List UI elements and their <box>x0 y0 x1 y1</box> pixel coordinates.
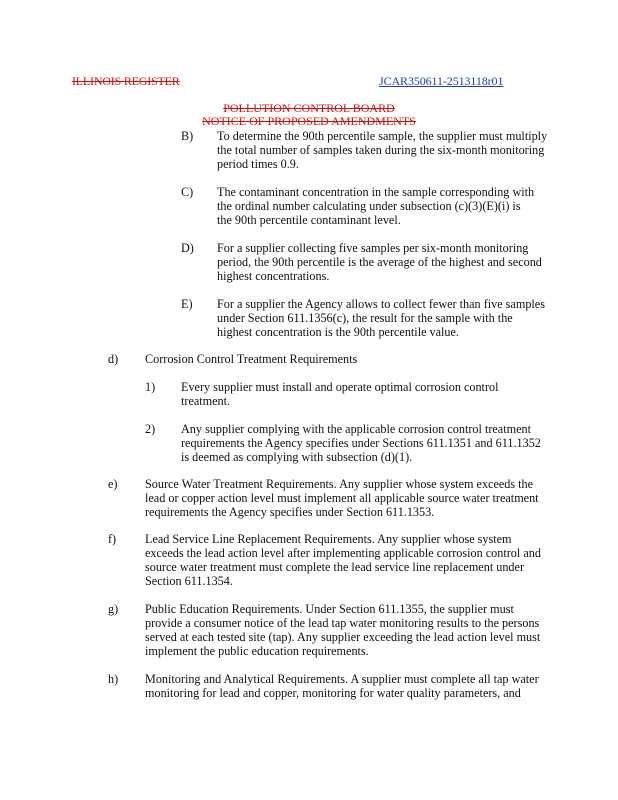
text-line: served at each tested site (tap). Any supplier exceeding the lead action level must <box>145 630 541 644</box>
item-text-B <box>217 129 547 171</box>
text-line: Public Education Requirements. Under Section 611.1355, the supplier must <box>145 602 514 616</box>
text-line: Monitoring and Analytical Requirements. A supplier must complete all tap water <box>145 672 539 686</box>
text-line: the 90th percentile contaminant level. <box>217 213 401 227</box>
item-text-d <box>145 352 357 366</box>
item-label-d: d) <box>108 352 119 366</box>
item-label-E: E) <box>181 297 193 311</box>
item-label-B: B) <box>181 129 194 143</box>
item-label-g: g) <box>108 602 119 616</box>
text-line: lead or copper action level must implement all applicable source water treatment <box>145 491 539 505</box>
jcar-code-link[interactable]: JCAR350611-2513118r01 <box>379 74 504 88</box>
board-title: POLLUTION CONTROL BOARD <box>223 101 395 115</box>
text-line: The contaminant concentration in the sample corresponding with <box>217 185 535 199</box>
item-text-g <box>145 602 540 658</box>
item-text-C <box>217 185 534 227</box>
item-label-e: e) <box>108 477 118 491</box>
text-line: the total number of samples taken during the six-month monitoring <box>217 143 545 157</box>
text-line: provide a consumer notice of the lead tap water monitoring results to the persons <box>145 616 540 630</box>
text-line: requirements the Agency specifies under Sections 611.1351 and 611.1352 <box>181 436 541 450</box>
item-label-1: 1) <box>145 380 156 394</box>
text-line: monitoring for lead and copper, monitoring for water quality parameters, and <box>145 686 521 700</box>
text-line: under Section 611.1356(c), the result for the sample with the <box>217 311 513 325</box>
text-line: Any supplier complying with the applicable corrosion control treatment <box>181 422 531 436</box>
item-label-D: D) <box>181 241 194 255</box>
text-line: For a supplier the Agency allows to collect fewer than five samples <box>217 297 545 311</box>
text-line: period, the 90th percentile is the average of the highest and second <box>217 255 542 269</box>
item-text-h <box>145 672 539 700</box>
text-line: Lead Service Line Replacement Requirements. Any supplier whose system <box>145 532 512 546</box>
item-text-D <box>217 241 542 283</box>
notice-title: NOTICE OF PROPOSED AMENDMENTS <box>202 114 416 128</box>
item-label-h: h) <box>108 672 119 686</box>
text-line: Source Water Treatment Requirements. Any supplier whose system exceeds the <box>145 477 534 491</box>
text-line: highest concentrations. <box>217 269 330 283</box>
text-line: requirements the Agency specifies under Section 611.1353. <box>145 505 435 519</box>
text-line: is deemed as complying with subsection (d)(1). <box>181 450 413 464</box>
text-line: For a supplier collecting five samples per six-month monitoring <box>217 241 529 255</box>
text-line: Corrosion Control Treatment Requirements <box>145 352 358 366</box>
item-label-2: 2) <box>145 422 156 436</box>
text-line: the ordinal number calculating under subsection (c)(3)(E)(i) is <box>217 199 521 213</box>
text-line: source water treatment must complete the lead service line replacement under <box>145 560 524 574</box>
item-text-e <box>145 477 539 519</box>
text-line: treatment. <box>181 394 231 408</box>
text-line: Section 611.1354. <box>145 574 233 588</box>
item-text-2 <box>181 422 541 464</box>
text-line: highest concentration is the 90th percentile value. <box>217 325 459 339</box>
text-line: period times 0.9. <box>217 157 299 171</box>
item-text-1 <box>181 380 498 408</box>
illinois-register-header: ILLINOIS REGISTER <box>72 74 180 88</box>
text-line: exceeds the lead action level after implementing applicable corrosion control and <box>145 546 541 560</box>
item-text-f <box>145 532 541 588</box>
item-label-f: f) <box>108 532 117 546</box>
text-line: Every supplier must install and operate optimal corrosion control <box>181 380 499 394</box>
item-label-C: C) <box>181 185 194 199</box>
text-line: To determine the 90th percentile sample, the supplier must multiply <box>217 129 548 143</box>
item-text-E <box>217 297 545 339</box>
text-line: implement the public education requirements. <box>145 644 369 658</box>
